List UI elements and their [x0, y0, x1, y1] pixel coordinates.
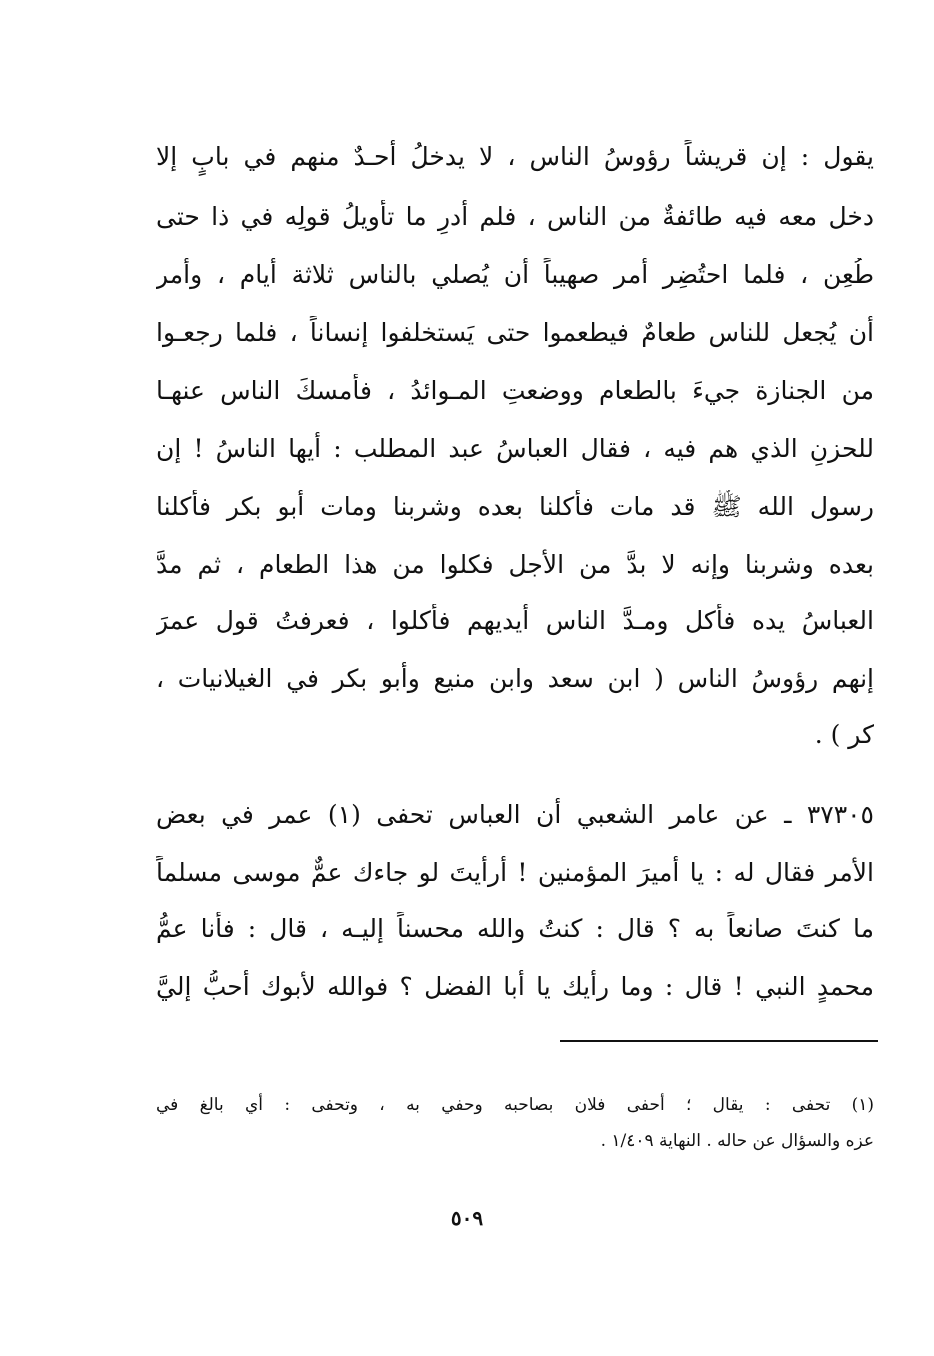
text-line: طُعِن ، فلما احتُضِر أمر صهيباً أن يُصلي بالناس ثلاثة أيام ، وأمر [156, 260, 874, 289]
text-line: أن يُجعل للناس طعامٌ فيطعموا حتى يَستخلفوا إنساناً ، فلما رجعـوا [156, 318, 874, 347]
text-line: دخل معه فيه طائفةٌ من الناس ، فلم أدرِ ما تأويلُ قولِه في ذا حتى [156, 202, 874, 231]
text-line: إنهم رؤوسُ الناس ( ابن سعد وابن منيع وأبو بكر في الغيلانيات ، [156, 664, 874, 693]
text-line: بعده وشربنا وإنه لا بدَّ من الأجل فكلوا من هذا الطعام ، ثم مدَّ [156, 550, 874, 579]
page-number: ٥٠٩ [450, 1206, 484, 1230]
footnote-line: (١) تحفى : يقال ؛ أحفى فلان بصاحبه وحفي به ، وتحفى : أي بالغ في [156, 1095, 874, 1115]
text-line: يقول : إن قريشاً رؤوسُ الناس ، لا يدخلُ أحـدٌ منهم في بابٍ إلا [156, 142, 874, 171]
text-line: ٣٧٣٠٥ ـ عن عامر الشعبي أن العباس تحفى (١) عمر في بعض [156, 800, 874, 829]
text-line: للحزنِ الذي هم فيه ، فقال العباسُ عبد المطلب : أيها الناسُ ! إن [156, 434, 874, 463]
text-line: محمدٍ النبي ! قال : وما رأيك يا أبا الفضل ؟ فوالله لأبوك أحبُّ إليَّ [156, 972, 874, 1001]
footnote-separator [560, 1040, 878, 1042]
text-line: العباسُ يده فأكل ومـدَّ الناس أيديهم فأكلوا ، فعرفتُ قول عمرَ [156, 606, 874, 635]
text-line: رسول الله ﷺ قد مات فأكلنا بعده وشربنا ومات أبو بكر فأكلنا [156, 492, 874, 521]
text-line: من الجنازة جيءَ بالطعام ووضعتِ المـوائدُ ، فأمسكَ الناس عنهـا [156, 376, 874, 405]
text-line: ما كنتَ صانعاً به ؟ قال : كنتُ والله محسناً إليـه ، قال : فأنا عمُّ [156, 914, 874, 943]
footnote-line: عزه والسؤال عن حاله . النهاية ١/٤٠٩ . [600, 1131, 874, 1151]
text-line: الأمر فقال له : يا أميرَ المؤمنين ! أرأيتَ لو جاءك عمٌّ موسى مسلماً [156, 858, 874, 887]
text-line: كر ) . [814, 720, 874, 749]
